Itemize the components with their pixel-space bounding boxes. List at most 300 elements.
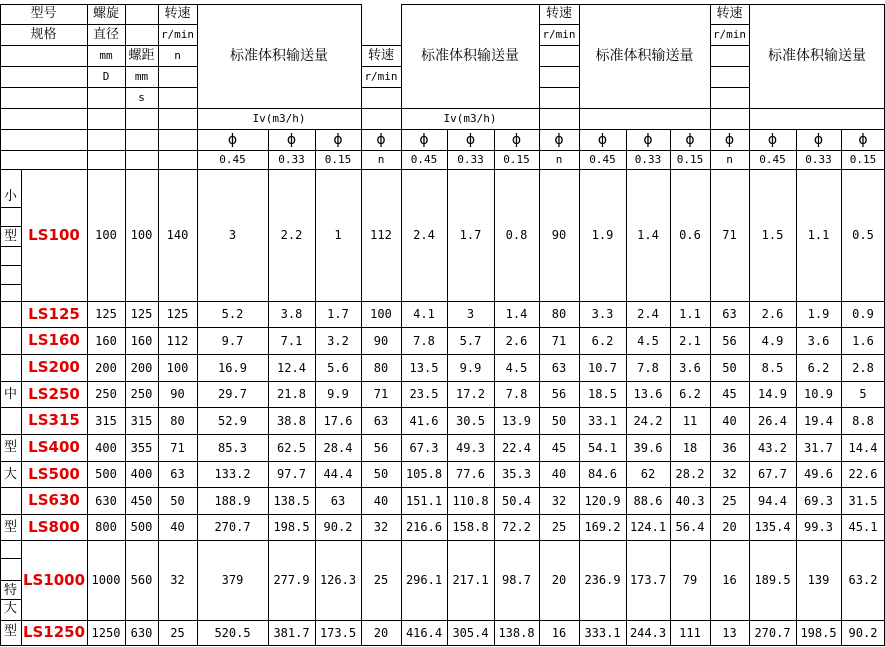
volume-header-2: 标准体积输送量 [421, 47, 519, 64]
table-cell: 140 [166, 228, 189, 242]
table-cell: 39.6 [633, 440, 663, 455]
table-cell: 1.4 [505, 307, 528, 321]
phi-symbol: ϕ [767, 131, 778, 148]
table-cell: 188.9 [214, 493, 251, 508]
table-cell: 22.4 [502, 440, 531, 455]
table-cell: 50.4 [502, 493, 531, 508]
table-cell: 3 [466, 307, 475, 321]
speed-header-1: 转速 [164, 6, 191, 21]
grid-line [401, 4, 402, 646]
grid-line [539, 4, 540, 646]
table-cell: 85.3 [218, 440, 247, 455]
table-cell: 126.3 [319, 573, 357, 587]
grid-line [0, 87, 198, 88]
model-header: 型号 [30, 6, 57, 21]
grid-line [0, 580, 22, 581]
table-cell: 14.9 [758, 387, 787, 401]
diameter-unit: mm [99, 49, 113, 62]
table-cell: 4.5 [505, 360, 528, 375]
table-cell: 13.6 [633, 387, 663, 401]
phi-symbol: ϕ [286, 131, 297, 148]
table-cell: 90 [551, 228, 567, 242]
grid-line [0, 4, 1, 646]
table-cell: 21.8 [277, 387, 306, 401]
category-large-1: 大 [3, 467, 17, 482]
table-cell: 1.5 [761, 228, 784, 242]
table-cell: 1250 [91, 625, 121, 640]
speed-unit-2: r/min [364, 70, 398, 83]
grid-line [710, 4, 750, 5]
table-cell: 416.4 [405, 625, 443, 640]
table-cell: 124.1 [629, 520, 667, 534]
table-cell: 7.8 [413, 333, 435, 348]
table-cell: 173.7 [629, 573, 667, 587]
table-cell: 63 [551, 360, 567, 375]
table-cell: 1.7 [327, 307, 349, 321]
grid-line [197, 4, 198, 646]
grid-line [0, 66, 198, 67]
grid-line [0, 407, 885, 408]
grid-line [539, 45, 580, 46]
table-cell: 100 [166, 360, 189, 375]
table-cell: 71 [722, 228, 737, 242]
table-cell: 90 [170, 387, 185, 401]
table-cell: 40.3 [675, 493, 705, 508]
grid-line [710, 66, 750, 67]
table-cell: 25 [551, 520, 567, 534]
table-cell: 1000 [91, 573, 121, 587]
table-cell: 1.1 [807, 228, 830, 242]
table-cell: 100 [95, 228, 117, 242]
table-cell: 3.6 [679, 360, 701, 375]
fill-coefficient: 0.33 [805, 153, 832, 166]
table-cell: 110.8 [452, 493, 489, 508]
table-cell: 10.7 [588, 360, 617, 375]
grid-line [0, 150, 885, 151]
phi-symbol: ϕ [376, 131, 386, 148]
table-cell: 6.2 [807, 360, 830, 375]
table-cell: 3.6 [807, 333, 830, 348]
table-cell: 18.5 [588, 387, 617, 401]
grid-line [710, 4, 711, 646]
table-cell: 105.8 [405, 467, 443, 481]
table-cell: 12.4 [277, 360, 306, 375]
category-xlarge-2: 大 [3, 601, 17, 616]
grid-line [0, 645, 885, 646]
table-cell: 100 [370, 307, 392, 321]
table-cell: 173.5 [319, 625, 357, 640]
table-cell: 5.6 [327, 360, 349, 375]
table-cell: 54.1 [588, 440, 617, 455]
table-cell: 1.6 [852, 333, 874, 348]
table-cell: 270.7 [214, 520, 251, 534]
table-cell: 0.5 [852, 228, 874, 242]
grid-line [361, 66, 402, 67]
grid-line [0, 4, 198, 5]
speed-unit-4: r/min [712, 28, 747, 41]
table-cell: 3.3 [591, 307, 614, 321]
phi-symbol: ϕ [333, 131, 343, 148]
table-cell: 44.4 [323, 467, 353, 481]
table-cell: 35.3 [502, 467, 531, 481]
table-cell: 160 [95, 333, 117, 348]
grid-line [579, 4, 580, 646]
volume-unit-2: Iv(m3/h) [443, 112, 497, 125]
table-cell: 22.6 [848, 467, 878, 481]
table-cell: 400 [95, 440, 117, 455]
fill-coefficient: 0.33 [278, 153, 305, 166]
table-cell: 36 [722, 440, 737, 455]
grid-line [0, 45, 198, 46]
table-cell: 500 [95, 467, 117, 481]
table-cell: 139 [807, 573, 830, 587]
fill-coefficient: 0.45 [219, 153, 246, 166]
table-cell: 18 [682, 440, 698, 455]
table-cell: 77.6 [456, 467, 485, 481]
spec-header: 规格 [30, 27, 57, 42]
table-cell: 8.5 [761, 360, 784, 375]
table-cell: 50 [170, 493, 185, 508]
grid-line [0, 620, 885, 621]
grid-line [0, 108, 885, 109]
table-cell: 198.5 [800, 625, 837, 640]
table-cell: 133.2 [214, 467, 251, 481]
table-cell: 31.5 [848, 493, 878, 508]
grid-line [0, 24, 198, 25]
table-cell: 32 [170, 573, 185, 587]
model-name: LS315 [28, 411, 80, 429]
table-cell: 6.2 [591, 333, 614, 348]
table-cell: 1 [334, 228, 342, 242]
model-name: LS1000 [22, 570, 86, 589]
speed-symbol-1: n [174, 49, 181, 62]
grid-line [539, 87, 580, 88]
table-cell: 24.2 [633, 413, 663, 428]
fill-coefficient: 0.45 [759, 153, 786, 166]
table-cell: 50 [373, 467, 389, 481]
table-cell: 62 [640, 467, 656, 481]
table-cell: 277.9 [273, 573, 310, 587]
table-cell: 5.7 [459, 333, 482, 348]
table-cell: 90 [373, 333, 389, 348]
table-cell: 2.2 [280, 228, 303, 242]
table-cell: 7.8 [637, 360, 659, 375]
grid-line [710, 24, 750, 25]
fill-coefficient: 0.33 [634, 153, 662, 166]
table-cell: 1.9 [807, 307, 830, 321]
grid-line [401, 4, 540, 5]
model-name: LS100 [28, 225, 80, 244]
table-cell: 4.1 [413, 307, 435, 321]
grid-line [0, 246, 22, 247]
table-cell: 125 [166, 307, 189, 321]
speed-symbol: n [726, 153, 733, 166]
table-cell: 125 [95, 307, 117, 321]
phi-symbol: ϕ [465, 131, 476, 148]
volume-unit-1: Iv(m3/h) [252, 112, 306, 125]
grid-line [0, 514, 885, 515]
table-cell: 71 [373, 387, 389, 401]
table-cell: 25 [170, 625, 185, 640]
table-cell: 28.4 [323, 440, 353, 455]
phi-symbol: ϕ [227, 131, 238, 148]
grid-line [710, 45, 750, 46]
table-cell: 9.9 [327, 387, 349, 401]
grid-line [0, 354, 885, 355]
grid-line [0, 169, 885, 170]
table-cell: 217.1 [452, 573, 489, 587]
fill-coefficient: 0.15 [324, 153, 352, 166]
phi-symbol: ϕ [554, 131, 564, 148]
table-cell: 10.9 [804, 387, 833, 401]
table-cell: 13.9 [502, 413, 531, 428]
model-name: LS500 [28, 464, 80, 483]
table-cell: 49.6 [804, 467, 833, 481]
table-cell: 43.2 [758, 440, 787, 455]
table-cell: 41.6 [409, 413, 439, 428]
model-name: LS200 [28, 358, 80, 376]
grid-line [749, 4, 885, 5]
table-cell: 4.9 [761, 333, 784, 348]
table-cell: 80 [170, 413, 185, 428]
table-cell: 0.9 [852, 307, 874, 321]
table-cell: 355 [130, 440, 153, 455]
speed-unit-1: r/min [160, 28, 195, 41]
table-cell: 333.1 [584, 625, 621, 640]
table-cell: 1.1 [679, 307, 701, 321]
table-cell: 99.3 [804, 520, 833, 534]
grid-line [315, 129, 316, 646]
grid-line [626, 129, 627, 646]
table-cell: 25 [373, 573, 389, 587]
fill-coefficient: 0.15 [849, 153, 877, 166]
table-cell: 80 [373, 360, 389, 375]
table-cell: 32 [551, 493, 567, 508]
table-cell: 16.9 [218, 360, 247, 375]
category-xlarge-1: 特 [3, 583, 17, 598]
table-cell: 4.5 [637, 333, 659, 348]
phi-symbol: ϕ [813, 131, 824, 148]
volume-header-1: 标准体积输送量 [230, 47, 328, 64]
table-cell: 56 [551, 387, 567, 401]
table-cell: 3.8 [280, 307, 303, 321]
phi-symbol: ϕ [511, 131, 522, 148]
table-cell: 40 [170, 520, 185, 534]
table-cell: 49.3 [456, 440, 485, 455]
grid-line [0, 226, 22, 227]
category-medium-2: 型 [3, 440, 17, 455]
table-cell: 30.5 [456, 413, 485, 428]
table-cell: 50 [722, 360, 737, 375]
table-cell: 16 [551, 625, 567, 640]
model-name: LS250 [28, 384, 80, 403]
fill-coefficient: 0.45 [410, 153, 438, 166]
table-cell: 2.4 [413, 228, 435, 242]
table-cell: 17.2 [456, 387, 485, 401]
table-cell: 72.2 [502, 520, 531, 534]
table-cell: 26.4 [758, 413, 787, 428]
table-cell: 38.8 [277, 413, 306, 428]
grid-line [0, 540, 885, 541]
category-xlarge-3: 型 [3, 624, 17, 639]
table-cell: 169.2 [584, 520, 621, 534]
table-cell: 236.9 [584, 573, 621, 587]
table-cell: 45.1 [848, 520, 878, 534]
grid-line [0, 461, 885, 462]
table-cell: 2.8 [852, 360, 874, 375]
table-cell: 84.6 [588, 467, 617, 481]
table-cell: 56.4 [675, 520, 705, 534]
screw-header: 螺旋 [92, 6, 119, 21]
model-name: LS800 [28, 517, 80, 536]
table-cell: 630 [130, 625, 153, 640]
grid-line [0, 284, 22, 285]
table-cell: 138.5 [273, 493, 310, 508]
table-cell: 120.9 [584, 493, 621, 508]
fill-coefficient: 0.15 [503, 153, 530, 166]
table-cell: 29.7 [218, 387, 247, 401]
table-cell: 3.2 [327, 333, 349, 348]
table-cell: 2.1 [679, 333, 701, 348]
model-name: LS160 [28, 331, 80, 349]
table-cell: 9.9 [459, 360, 482, 375]
table-cell: 98.7 [502, 573, 531, 587]
grid-line [0, 207, 22, 208]
grid-line [710, 87, 750, 88]
table-cell: 112 [166, 333, 189, 348]
phi-symbol: ϕ [858, 131, 868, 148]
table-cell: 305.4 [452, 625, 489, 640]
table-cell: 80 [551, 307, 567, 321]
grid-line [494, 129, 495, 646]
table-cell: 13.5 [409, 360, 439, 375]
table-cell: 2.6 [505, 333, 528, 348]
table-cell: 216.6 [405, 520, 443, 534]
table-cell: 630 [95, 493, 117, 508]
fill-coefficient: 0.45 [589, 153, 616, 166]
table-cell: 520.5 [214, 625, 251, 640]
speed-symbol: n [555, 153, 563, 166]
table-cell: 28.2 [675, 467, 705, 481]
table-cell: 69.3 [804, 493, 833, 508]
table-cell: 400 [130, 467, 153, 481]
table-cell: 56 [373, 440, 389, 455]
speed-header-3: 转速 [545, 6, 572, 21]
table-cell: 450 [130, 493, 153, 508]
table-cell: 63 [722, 307, 737, 321]
speed-unit-3: r/min [542, 28, 576, 41]
grid-line [87, 4, 88, 646]
table-cell: 100 [130, 228, 153, 242]
table-cell: 2.6 [761, 307, 784, 321]
table-cell: 52.9 [218, 413, 247, 428]
phi-symbol: ϕ [685, 131, 695, 148]
fill-coefficient: 0.15 [676, 153, 704, 166]
grid-line [539, 66, 580, 67]
table-cell: 14.4 [848, 440, 878, 455]
category-small-2: 型 [3, 229, 17, 244]
grid-line [125, 4, 126, 646]
table-cell: 198.5 [273, 520, 310, 534]
table-cell: 56 [722, 333, 737, 348]
pitch-header: 螺距 [128, 48, 155, 63]
table-cell: 63 [330, 493, 346, 508]
grid-line [0, 487, 885, 488]
grid-line [21, 169, 22, 646]
grid-line [268, 129, 269, 646]
model-name: LS1250 [22, 623, 86, 641]
phi-symbol: ϕ [643, 131, 653, 148]
category-small-1: 小 [3, 189, 17, 204]
table-cell: 0.6 [679, 228, 701, 242]
table-cell: 17.6 [323, 413, 353, 428]
volume-header-3: 标准体积输送量 [595, 47, 694, 64]
grid-line [670, 129, 671, 646]
grid-line [0, 558, 22, 559]
grid-line [447, 129, 448, 646]
table-cell: 40 [551, 467, 567, 481]
table-cell: 1.7 [459, 228, 482, 242]
table-cell: 16 [722, 573, 737, 587]
grid-line [0, 327, 885, 328]
phi-symbol: ϕ [419, 131, 429, 148]
speed-header-2: 转速 [367, 48, 394, 63]
table-cell: 9.7 [221, 333, 244, 348]
grid-line [539, 4, 580, 5]
table-cell: 315 [95, 413, 117, 428]
grid-line [579, 4, 711, 5]
model-name: LS125 [28, 304, 80, 323]
table-cell: 189.5 [754, 573, 791, 587]
table-cell: 270.7 [754, 625, 791, 640]
table-cell: 33.1 [588, 413, 617, 428]
table-cell: 32 [722, 467, 737, 481]
table-cell: 3 [228, 228, 237, 242]
grid-line [0, 599, 22, 600]
pitch-unit: mm [134, 70, 149, 83]
table-cell: 2.4 [637, 307, 659, 321]
speed-header-4: 转速 [716, 6, 743, 21]
table-cell: 71 [170, 440, 185, 455]
table-cell: 50 [551, 413, 567, 428]
table-cell: 125 [130, 307, 153, 321]
table-cell: 244.3 [629, 625, 667, 640]
table-cell: 67.7 [758, 467, 787, 481]
table-cell: 5.2 [221, 307, 244, 321]
table-cell: 160 [130, 333, 153, 348]
grid-line [0, 381, 885, 382]
table-cell: 90.2 [323, 520, 353, 534]
speed-symbol: n [377, 153, 385, 166]
grid-line [361, 45, 402, 46]
diameter-header: 直径 [92, 27, 119, 42]
diameter-symbol: D [102, 70, 110, 83]
table-cell: 63.2 [848, 573, 878, 587]
table-cell: 40 [373, 493, 389, 508]
table-cell: 20 [551, 573, 567, 587]
volume-header-4: 标准体积输送量 [768, 47, 866, 64]
table-cell: 13 [722, 625, 737, 640]
table-cell: 250 [95, 387, 117, 401]
category-medium-1: 中 [3, 387, 17, 402]
table-cell: 315 [130, 413, 153, 428]
table-cell: 45 [722, 387, 737, 401]
grid-line [0, 265, 22, 266]
table-cell: 6.2 [679, 387, 701, 401]
table-cell: 151.1 [405, 493, 443, 508]
grid-line [158, 4, 159, 646]
table-cell: 500 [130, 520, 153, 534]
